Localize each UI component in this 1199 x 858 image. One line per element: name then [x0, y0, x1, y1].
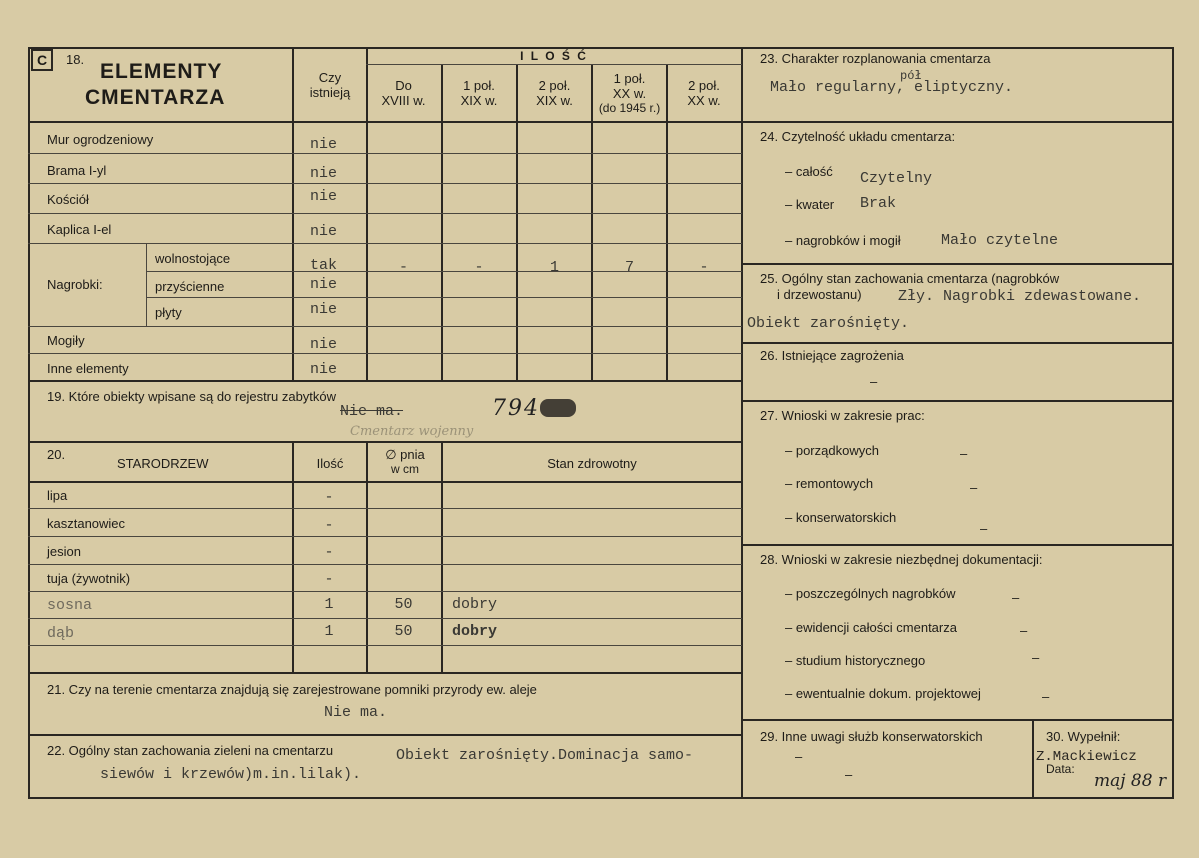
- col-ilosc-header: Ilość: [316, 456, 344, 471]
- section-28-item-value: –: [1020, 623, 1028, 638]
- section-24-item-label: – nagrobków i mogił: [785, 233, 901, 248]
- wolno-count-2: -: [474, 259, 484, 276]
- row-line: [28, 183, 742, 184]
- exists-mogily: nie: [310, 336, 338, 353]
- row-wolno-label: wolnostojące: [155, 251, 231, 266]
- wolno-count-1: -: [398, 259, 408, 276]
- period-header-5-l1: 2 poł.: [688, 78, 720, 93]
- exists-kaplica: nie: [310, 223, 338, 240]
- section-19-struck-value: Nie ma.: [340, 403, 404, 420]
- section-24-item-label: – kwater: [785, 197, 835, 212]
- col-line-p5: [666, 64, 668, 382]
- col-pien-header-l2: w cm: [391, 462, 419, 476]
- period-header-3-l2: XIX w.: [536, 93, 573, 108]
- section-25-value-line1: Zły. Nagrobki zdewastowane.: [898, 288, 1142, 305]
- section-27-label: 27. Wnioski w zakresie prac:: [760, 408, 925, 423]
- tree-header-bottom: [28, 481, 742, 483]
- wolno-count-5: -: [699, 259, 709, 276]
- tree-row-name: lipa: [47, 488, 68, 503]
- col-line-p3: [516, 64, 518, 382]
- section-29-value-2: –: [845, 767, 853, 782]
- section-28-bottom: [741, 719, 1174, 721]
- section-21-value: Nie ma.: [324, 704, 388, 721]
- section-26-value: –: [870, 374, 878, 389]
- section-28-item-label: – ewidencji całości cmentarza: [785, 620, 957, 635]
- frame-middle: [741, 47, 743, 799]
- tree-row-name: kasztanowiec: [47, 516, 126, 531]
- registry-number: 794: [492, 396, 540, 421]
- section-30-date-label: Data:: [1046, 762, 1075, 776]
- col-line-exists: [292, 47, 294, 382]
- period-header-4-l1: 1 poł.: [613, 71, 646, 86]
- section-24-label: 24. Czytelność układu cmentarza:: [760, 129, 956, 144]
- exists-header-line2: istnieją: [309, 85, 351, 100]
- exists-wolno: tak: [310, 257, 338, 274]
- col-line-p1: [366, 47, 368, 382]
- exists-header-line1: Czy: [318, 70, 342, 85]
- section-27-bottom: [741, 544, 1174, 546]
- ilosc-header: I L O Ś Ć: [520, 49, 588, 63]
- period-header-4-l3: (do 1945 r.): [598, 101, 661, 115]
- section-18-bottom: [28, 380, 742, 382]
- exists-plyty: nie: [310, 301, 338, 318]
- faint-handwritten-note: Cmentarz wojenny: [350, 424, 474, 439]
- section-21-bottom: [28, 734, 742, 736]
- section-22-value-line2: siewów i krzewów)m.in.lilak).: [100, 766, 362, 783]
- section-24-item-label: – całość: [785, 164, 833, 179]
- section-29-30-divider: [1032, 719, 1034, 799]
- row-plyty-label: płyty: [155, 305, 182, 320]
- tree-row-line: [28, 508, 742, 509]
- section-29-label: 29. Inne uwagi służb konserwatorskich: [760, 729, 983, 744]
- section-19-label: 19. Które obiekty wpisane są do rejestru zabytków: [47, 389, 337, 404]
- col-line-p4: [591, 64, 593, 382]
- section-28-item-label: – studium historycznego: [785, 653, 926, 668]
- ink-blot: [540, 399, 576, 417]
- section-27-item-value: –: [970, 480, 978, 495]
- exists-brama: nie: [310, 165, 338, 182]
- row-nagrobki-label: Nagrobki:: [47, 277, 103, 292]
- section-27-item-label: – konserwatorskich: [785, 510, 897, 525]
- tree-row-ilosc: -: [324, 571, 334, 588]
- tree-row-ilosc: -: [324, 517, 334, 534]
- period-header-2-l1: 1 poł.: [463, 78, 495, 93]
- section-24-item-value: Czytelny: [860, 170, 933, 187]
- frame-right: [1172, 47, 1174, 799]
- section-18-title-line2: CMENTARZA: [85, 86, 226, 109]
- row-line: [28, 243, 742, 244]
- section-25-bottom: [741, 342, 1174, 344]
- row-mur-label: Mur ogrodzeniowy: [47, 132, 154, 147]
- section-27-item-label: – porządkowych: [785, 443, 879, 458]
- exists-przy: nie: [310, 276, 338, 293]
- period-header-3-l1: 2 poł.: [538, 78, 571, 93]
- tree-row-name: sosna: [47, 597, 93, 614]
- nagrobki-split-line: [146, 243, 147, 326]
- row-inne-label: Inne elementy: [47, 361, 129, 376]
- tree-row-line: [28, 645, 742, 646]
- section-22-value-line1: Obiekt zarośnięty.Dominacja samo-: [396, 747, 694, 764]
- section-19-bottom: [28, 441, 742, 443]
- col-pien-header-l1: ∅ pnia: [385, 447, 425, 462]
- tree-row-stan: dobry: [452, 596, 498, 613]
- period-header-1-l1: Do: [395, 78, 412, 93]
- section-25-label-line1: 25. Ogólny stan zachowania cmentarza (nagrobków: [760, 271, 1060, 286]
- row-przy-label: przyścienne: [155, 279, 225, 294]
- section-21-label: 21. Czy na terenie cmentarza znajdują się zarejestrowane pomniki przyrody ew. aleje: [47, 682, 537, 697]
- section-24-item-value: Mało czytelne: [941, 232, 1059, 249]
- tree-row-line: [28, 536, 742, 537]
- tree-row-pien: 50: [394, 596, 413, 613]
- section-26-bottom: [741, 400, 1174, 402]
- col-line-p2: [441, 64, 443, 382]
- section-20-title: STARODRZEW: [117, 456, 209, 471]
- period-header-5-l2: XX w.: [687, 93, 721, 108]
- header-bottom-line: [28, 121, 742, 123]
- tree-row-name: jesion: [47, 544, 81, 559]
- filled-by-name: Z.Mackiewicz: [1036, 749, 1137, 765]
- tree-row-stan: dobry: [452, 623, 498, 640]
- row-kaplica-label: Kaplica I-el: [47, 222, 112, 237]
- tree-row-ilosc: -: [324, 544, 334, 561]
- section-18-title-line1: ELEMENTY: [100, 60, 223, 83]
- ilosc-underline: [366, 64, 742, 65]
- col-stan-header: Stan zdrowotny: [547, 456, 637, 471]
- section-30-label: 30. Wypełnił:: [1046, 729, 1121, 744]
- tree-row-name: tuja (żywotnik): [47, 571, 131, 586]
- tree-col-line: [441, 441, 443, 673]
- section-23-label: 23. Charakter rozplanowania cmentarza: [760, 51, 991, 66]
- wolno-count-3: 1: [549, 259, 559, 276]
- row-kosciol-label: Kościół: [47, 192, 89, 207]
- tree-row-line: [28, 618, 742, 619]
- section-28-item-value: –: [1012, 590, 1020, 605]
- tree-row-line: [28, 591, 742, 592]
- wolno-count-4: 7: [624, 259, 634, 276]
- tree-row-name: dąb: [47, 625, 75, 642]
- row-brama-label: Brama I-yl: [47, 163, 107, 178]
- section-27-item-label: – remontowych: [785, 476, 874, 491]
- section-28-item-label: – ewentualnie dokum. projektowej: [785, 686, 981, 701]
- row-mogily-label: Mogiły: [47, 333, 85, 348]
- section-23-bottom: [741, 121, 1174, 123]
- row-line: [146, 297, 742, 298]
- section-25-label-line2: i drzewostanu): [777, 287, 862, 302]
- tree-row-ilosc: 1: [324, 623, 334, 640]
- section-27-item-value: –: [980, 521, 988, 536]
- section-24-bottom: [741, 263, 1174, 265]
- section-18-number: 18.: [66, 52, 85, 67]
- section-25-value-line2: Obiekt zarośnięty.: [747, 315, 910, 332]
- exists-inne: nie: [310, 361, 338, 378]
- section-26-label: 26. Istniejące zagrożenia: [760, 348, 904, 363]
- section-c-marker: C: [31, 49, 53, 71]
- row-line: [28, 353, 742, 354]
- section-28-item-value: –: [1032, 650, 1040, 665]
- section-20-number: 20.: [47, 447, 66, 462]
- tree-row-ilosc: 1: [324, 596, 334, 613]
- section-20-bottom: [28, 672, 742, 674]
- section-28-label: 28. Wnioski w zakresie niezbędnej dokumentacji:: [760, 552, 1043, 567]
- section-27-item-value: –: [960, 446, 968, 461]
- tree-row-ilosc: -: [324, 489, 334, 506]
- section-28-item-value: –: [1042, 689, 1050, 704]
- period-header-4-l2: XX w.: [612, 86, 647, 101]
- frame-bottom: [28, 797, 1174, 799]
- section-23-insert: pół: [900, 69, 922, 83]
- section-24-item-value: Brak: [860, 195, 897, 212]
- row-line: [28, 213, 742, 214]
- period-header-2-l2: XIX w.: [460, 93, 498, 108]
- section-29-value-1: –: [795, 749, 803, 764]
- section-22-label: 22. Ogólny stan zachowania zieleni na cmentarzu: [47, 743, 334, 758]
- frame-left: [28, 47, 30, 799]
- period-header-1-l2: XVIII w.: [381, 93, 426, 108]
- row-line: [28, 153, 742, 154]
- section-28-item-label: – poszczególnych nagrobków: [785, 586, 956, 601]
- tree-row-line: [28, 564, 742, 565]
- tree-row-pien: 50: [394, 623, 413, 640]
- section-23-value: Mało regularny, eliptyczny.: [770, 79, 1014, 96]
- exists-mur: nie: [310, 136, 338, 153]
- filled-date: maj 88 r: [1094, 771, 1167, 791]
- exists-kosciol: nie: [310, 188, 338, 205]
- row-line: [28, 326, 742, 327]
